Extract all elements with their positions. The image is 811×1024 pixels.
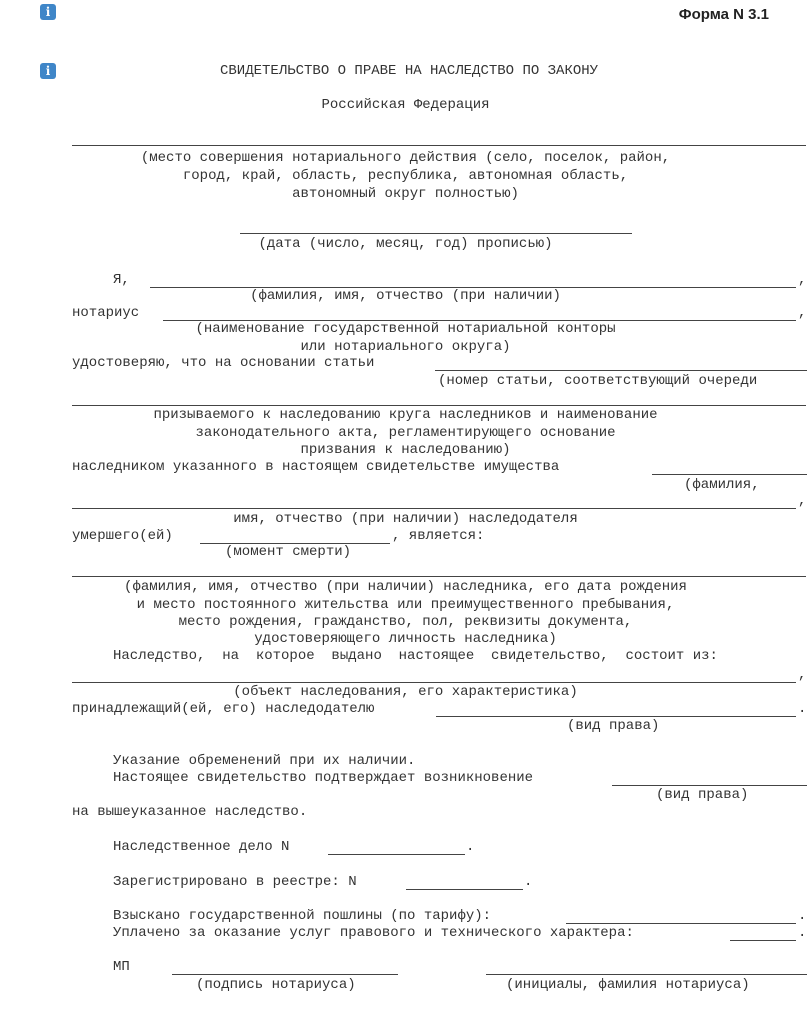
comma: ,	[798, 272, 807, 288]
period: .	[798, 908, 807, 924]
date-hint: (дата (число, месяц, год) прописью)	[258, 236, 553, 252]
services-amount-line	[730, 940, 796, 941]
notary-label: нотариус	[72, 305, 140, 321]
inheritance-text: Наследство, на которое выдано настоящее свидетельство, состоит из:	[113, 648, 718, 664]
testator-hint: имя, отчество (при наличии) наследодателя	[233, 511, 578, 527]
services-label: Уплачено за оказание услуг правового и технического характера:	[113, 925, 634, 941]
office-hint-1: (наименование государственной нотариальной конторы	[195, 321, 616, 337]
heir-details-hint-1: (фамилия, имя, отчество (при наличии) наследника, его дата рождения	[124, 579, 687, 595]
surname-hint: (фамилия,	[684, 477, 760, 493]
signature-line	[172, 974, 398, 975]
comma: ,	[798, 493, 807, 509]
encumbrance-text: Указание обременений при их наличии.	[113, 753, 416, 769]
date-line	[240, 233, 632, 234]
period: .	[798, 701, 807, 717]
i-label: Я,	[113, 272, 130, 288]
right-hint: (вид права)	[567, 718, 660, 734]
heir-surname-line	[652, 474, 807, 475]
right-hint-2: (вид права)	[656, 787, 749, 803]
belonging-label: принадлежащий(ей, его) наследодателю	[72, 701, 375, 717]
registry-label: Зарегистрировано в реестре: N	[113, 874, 357, 890]
heir-details-hint-4: удостоверяющего личность наследника)	[254, 631, 557, 647]
initials-line	[486, 974, 807, 975]
heir-details-hint-2: и место постоянного жительства или преимущественного пребывания,	[136, 597, 675, 613]
on-inheritance-text: на вышеуказанное наследство.	[72, 804, 308, 820]
document-title: СВИДЕТЕЛЬСТВО О ПРАВЕ НА НАСЛЕДСТВО ПО ЗАКОНУ	[220, 63, 599, 79]
info-icon[interactable]: i	[40, 63, 56, 79]
place-line	[72, 145, 806, 146]
name-hint: (фамилия, имя, отчество (при наличии)	[250, 288, 561, 304]
heir-text: наследником указанного в настоящем свидетельстве имущества	[72, 459, 560, 475]
death-hint: (момент смерти)	[225, 544, 352, 560]
initials-hint: (инициалы, фамилия нотариуса)	[506, 977, 750, 993]
comma: ,	[798, 667, 807, 683]
period: .	[524, 874, 533, 890]
heirs-hint-2: законодательного акта, регламентирующего основание	[195, 425, 616, 441]
case-number-line	[328, 854, 465, 855]
article-hint: (номер статьи, соответствующий очереди	[438, 373, 758, 389]
duty-label: Взыскано государственной пошлины (по тарифу):	[113, 908, 492, 924]
heirs-hint-1: призываемого к наследованию круга наследников и наименование	[153, 407, 658, 423]
object-hint: (объект наследования, его характеристика)	[233, 684, 578, 700]
form-number: Форма N 3.1	[678, 6, 769, 23]
heir-details-line	[72, 576, 806, 577]
period: .	[466, 839, 475, 855]
place-hint-3: автономный округ полностью)	[292, 186, 519, 202]
is-label: , является:	[392, 528, 485, 544]
heirs-hint-3: призвания к наследованию)	[300, 442, 511, 458]
office-hint-2: или нотариального округа)	[300, 339, 511, 355]
testator-name-line	[72, 508, 796, 509]
comma: ,	[798, 305, 807, 321]
info-icon[interactable]: i	[40, 4, 56, 20]
place-hint-2: город, край, область, республика, автономная область,	[182, 168, 629, 184]
place-hint-1: (место совершения нотариального действия (село, поселок, район,	[140, 150, 671, 166]
mp-label: МП	[113, 959, 130, 975]
period: .	[798, 925, 807, 941]
country-name: Российская Федерация	[321, 97, 490, 113]
signature-hint: (подпись нотариуса)	[196, 977, 356, 993]
certify-text: удостоверяю, что на основании статьи	[72, 355, 375, 371]
deceased-label: умершего(ей)	[72, 528, 173, 544]
registry-number-line	[406, 889, 523, 890]
heir-details-hint-3: место рождения, гражданство, пол, реквизиты документа,	[178, 614, 633, 630]
confirms-text: Настоящее свидетельство подтверждает возникновение	[113, 770, 534, 786]
case-label: Наследственное дело N	[113, 839, 290, 855]
article-line	[435, 370, 807, 371]
